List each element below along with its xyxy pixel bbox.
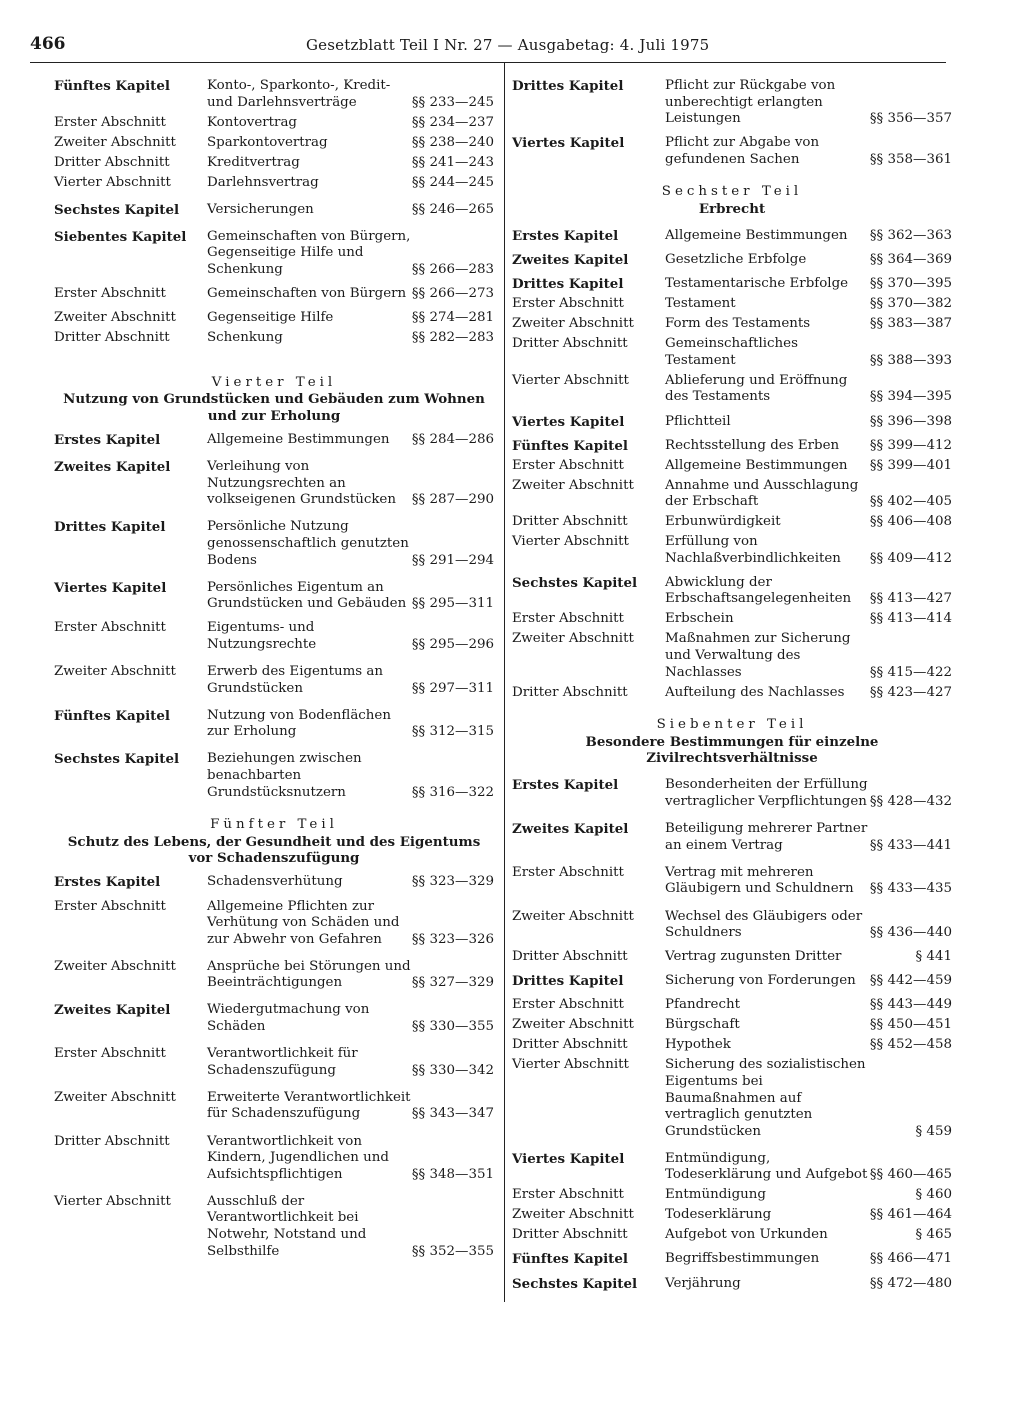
section-label: Zweiter Abschnitt [512, 631, 634, 647]
entry-title: Verleihung von Nutzungsrechten an volkseigenen Grundstücken [207, 459, 396, 508]
section-label: Dritter Abschnitt [512, 949, 628, 965]
toc-entry [54, 310, 494, 327]
paragraph-range: §§ 413—414 [869, 611, 952, 627]
toc-entry [54, 175, 494, 192]
chapter-label: Viertes Kapitel [512, 135, 625, 152]
toc-entry [512, 949, 952, 966]
chapter-label: Zweites Kapitel [54, 1002, 171, 1019]
toc-entry [512, 316, 952, 333]
entry-title: Ansprüche bei Störungen und Beeinträchtigungen [207, 958, 411, 991]
toc-entry [54, 115, 494, 132]
entry-title: Beziehungen zwischen benachbarten Grundstücksnutzern [207, 751, 362, 800]
entry-title: Allgemeine Bestimmungen [665, 457, 848, 473]
chapter-label: Fünftes Kapitel [512, 1251, 628, 1268]
entry-title: Vertrag mit mehreren Gläubigern und Schuldnern [665, 864, 854, 897]
paragraph-range: § 459 [915, 1123, 952, 1139]
entry-title: Pfandrecht [665, 997, 740, 1013]
section-label: Erster Abschnitt [512, 997, 624, 1013]
section-label: Erster Abschnitt [512, 296, 624, 312]
paragraph-range: §§ 323—326 [411, 931, 494, 947]
entry-title: Kreditvertrag [207, 154, 300, 170]
paragraph-range: §§ 370—395 [869, 276, 952, 292]
toc-entry [512, 909, 952, 942]
toc-entry [54, 155, 494, 172]
part-heading [54, 375, 494, 425]
entry-title: Erbunwürdigkeit [665, 514, 781, 530]
paragraph-range: §§ 394—395 [869, 389, 952, 405]
entry-title: Nutzung von Bodenflächen zur Erholung [207, 707, 391, 740]
section-label: Dritter Abschnitt [54, 330, 170, 346]
section-label: Zweiter Abschnitt [512, 1207, 634, 1223]
paragraph-range: §§ 388—393 [869, 352, 952, 368]
chapter-label: Sechstes Kapitel [54, 751, 180, 768]
paragraph-range: §§ 282—283 [411, 330, 494, 346]
paragraph-range: §§ 436—440 [869, 925, 952, 941]
paragraph-range: §§ 266—273 [411, 286, 494, 301]
paragraph-range: §§ 343—347 [411, 1106, 494, 1122]
paragraph-range: §§ 443—449 [869, 997, 952, 1013]
chapter-label: Drittes Kapitel [512, 78, 624, 94]
toc-entry [54, 751, 494, 801]
entry-title: Schadensverhütung [207, 874, 343, 890]
entry-title: Pflichtteil [665, 413, 731, 429]
paragraph-range: §§ 312—315 [411, 724, 494, 740]
entry-title: Ablieferung und Eröffnung des Testaments [665, 372, 848, 405]
chapter-label: Sechstes Kapitel [512, 1275, 638, 1292]
toc-entry [512, 1151, 952, 1184]
section-label: Erster Abschnitt [54, 114, 166, 130]
paragraph-range: §§ 234—237 [411, 114, 494, 130]
part-title: Sechster Teil [661, 184, 803, 200]
section-label: Dritter Abschnitt [54, 154, 170, 170]
paragraph-range: §§ 415—422 [869, 664, 952, 680]
entry-title: Versicherungen [207, 201, 314, 217]
entry-title: Konto-, Sparkonto-, Kredit- und Darlehnsverträge [207, 78, 391, 110]
section-label: Dritter Abschnitt [512, 336, 628, 352]
entry-title: Gemeinschaften von Bürgern, Gegenseitige Hilfe und Schenkung [207, 228, 411, 277]
toc-entry [512, 1037, 952, 1054]
chapter-label: Zweites Kapitel [54, 459, 171, 476]
paragraph-range: §§ 362—363 [869, 228, 952, 244]
section-label: Vierter Abschnitt [512, 372, 629, 388]
toc-entry [512, 1187, 952, 1204]
chapter-label: Viertes Kapitel [512, 1150, 625, 1167]
entry-title: Besonderheiten der Erfüllung vertraglicher Verpflichtungen [665, 777, 868, 810]
paragraph-range: §§ 472—480 [869, 1275, 952, 1291]
toc-entry [54, 135, 494, 152]
part-title: Fünfter Teil [210, 817, 338, 833]
entry-title: Gemeinschaften von Bürgern [207, 286, 407, 301]
section-label: Erster Abschnitt [54, 286, 166, 301]
page-number: 466 [30, 34, 66, 54]
paragraph-range: §§ 383—387 [869, 316, 952, 332]
entry-title: Eigentums- und Nutzungsrechte [207, 620, 317, 652]
entry-title: Gesetzliche Erbfolge [665, 252, 807, 268]
entry-title: Maßnahmen zur Sicherung und Verwaltung des Nachlasses [665, 631, 851, 680]
toc-entry [512, 1057, 952, 1140]
entry-title: Pflicht zur Abgabe von gefundenen Sachen [665, 135, 820, 167]
paragraph-range: §§ 452—458 [869, 1037, 952, 1053]
toc-entry [54, 899, 494, 949]
part-title: Vierter Teil [211, 374, 337, 390]
paragraph-range: §§ 460—465 [869, 1167, 952, 1183]
chapter-label: Drittes Kapitel [512, 973, 624, 990]
paragraph-range: § 465 [915, 1227, 952, 1243]
toc-entry [54, 874, 494, 891]
paragraph-range: § 460 [915, 1187, 952, 1203]
left-column [54, 78, 494, 1260]
chapter-label: Zweites Kapitel [512, 252, 629, 269]
paragraph-range: §§ 370—382 [869, 296, 952, 312]
section-label: Dritter Abschnitt [512, 1227, 628, 1243]
toc-entry [54, 286, 494, 303]
part-subtitle: Besondere Bestimmungen für einzelne Zivilrechtsverhältnisse [585, 733, 879, 767]
page-header-title: Gesetzblatt Teil I Nr. 27 — Ausgabetag: 4. Juli 1975 [306, 36, 710, 54]
section-label: Erster Abschnitt [512, 864, 624, 880]
paragraph-range: § 441 [915, 949, 952, 965]
toc-entry [512, 1276, 952, 1293]
entry-title: Verjährung [665, 1275, 741, 1291]
section-label: Zweiter Abschnitt [54, 958, 176, 974]
toc-entry [54, 1046, 494, 1079]
paragraph-range: §§ 352—355 [411, 1243, 494, 1259]
paragraph-range: §§ 295—296 [411, 636, 494, 652]
entry-title: Aufteilung des Nachlasses [665, 684, 845, 700]
chapter-label: Erstes Kapitel [512, 777, 619, 794]
section-label: Erster Abschnitt [54, 1046, 166, 1062]
paragraph-range: §§ 348—351 [411, 1166, 494, 1182]
toc-entry [512, 135, 952, 168]
entry-title: Erwerb des Eigentums an Grundstücken [207, 663, 384, 696]
paragraph-range: §§ 433—435 [869, 881, 952, 897]
chapter-label: Siebentes Kapitel [54, 228, 187, 245]
paragraph-range: §§ 274—281 [411, 310, 494, 326]
section-label: Dritter Abschnitt [512, 684, 628, 700]
toc-entry [54, 580, 494, 613]
entry-title: Testament [665, 296, 736, 312]
part-heading [512, 717, 952, 767]
paragraph-range: §§ 461—464 [869, 1207, 952, 1223]
paragraph-range: §§ 402—405 [869, 494, 952, 510]
paragraph-range: §§ 244—245 [411, 174, 494, 190]
entry-title: Annahme und Ausschlagung der Erbschaft [665, 477, 859, 510]
paragraph-range: §§ 406—408 [869, 514, 952, 530]
paragraph-range: §§ 409—412 [869, 550, 952, 566]
entry-title: Ausschluß der Verantwortlichkeit bei Notwehr, Notstand und Selbsthilfe [207, 1193, 367, 1259]
entry-title: Persönliches Eigentum an Grundstücken und Gebäuden [207, 579, 407, 612]
toc-entry [512, 78, 952, 128]
chapter-label: Erstes Kapitel [54, 874, 161, 891]
section-label: Erster Abschnitt [54, 898, 166, 914]
entry-title: Kontovertrag [207, 114, 298, 130]
toc-entry [512, 534, 952, 567]
paragraph-range: §§ 233—245 [411, 94, 494, 110]
paragraph-range: §§ 396—398 [869, 413, 952, 429]
chapter-label: Viertes Kapitel [512, 413, 625, 430]
section-label: Erster Abschnitt [54, 620, 166, 636]
paragraph-range: §§ 246—265 [411, 201, 494, 217]
entry-title: Sicherung des sozialistischen Eigentums bei Baumaßnahmen auf vertraglich genutzten Grundstücken [665, 1057, 866, 1139]
section-label: Vierter Abschnitt [54, 1193, 171, 1209]
part-subtitle: Nutzung von Grundstücken und Gebäuden zum Wohnen und zur Erholung [63, 391, 485, 424]
entry-title: Form des Testaments [665, 316, 811, 332]
chapter-label: Fünftes Kapitel [54, 78, 170, 94]
paragraph-range: §§ 266—283 [411, 261, 494, 277]
toc-entry [54, 1090, 494, 1123]
entry-title: Schenkung [207, 330, 283, 346]
page-header [30, 28, 946, 63]
entry-title: Todeserklärung [665, 1207, 772, 1223]
chapter-label: Sechstes Kapitel [512, 574, 638, 591]
toc-entry [512, 685, 952, 702]
entry-title: Wechsel des Gläubigers oder Schuldners [665, 908, 863, 941]
entry-title: Abwicklung der Erbschaftsangelegenheiten [665, 574, 852, 607]
part-heading [54, 817, 494, 867]
paragraph-range: §§ 433—441 [869, 837, 952, 853]
toc-entry [54, 1194, 494, 1260]
entry-title: Sicherung von Forderungen [665, 973, 856, 989]
entry-title: Erweiterte Verantwortlichkeit für Schadenszufügung [207, 1089, 411, 1122]
paragraph-range: §§ 323—329 [411, 874, 494, 890]
entry-title: Sparkontovertrag [207, 134, 328, 150]
entry-title: Bürgschaft [665, 1017, 740, 1033]
paragraph-range: §§ 241—243 [411, 154, 494, 170]
toc-entry [54, 229, 494, 279]
entry-title: Entmündigung, Todeserklärung und Aufgebot [665, 1150, 868, 1183]
section-label: Erster Abschnitt [512, 1187, 624, 1203]
section-label: Zweiter Abschnitt [54, 1089, 176, 1105]
paragraph-range: §§ 450—451 [869, 1017, 952, 1033]
toc-entry [512, 438, 952, 455]
paragraph-range: §§ 466—471 [869, 1251, 952, 1267]
toc-entry [512, 973, 952, 990]
paragraph-range: §§ 295—311 [411, 596, 494, 612]
part-subtitle: Schutz des Lebens, der Gesundheit und des Eigentums vor Schadenszufügung [67, 833, 481, 867]
paragraph-range: §§ 297—311 [411, 680, 494, 696]
entry-title: Darlehnsvertrag [207, 174, 319, 190]
paragraph-range: §§ 428—432 [869, 794, 952, 810]
section-label: Vierter Abschnitt [512, 534, 629, 550]
toc-entry [512, 1251, 952, 1268]
chapter-label: Drittes Kapitel [512, 276, 624, 293]
toc-entry [512, 373, 952, 406]
paragraph-range: §§ 287—290 [411, 492, 494, 508]
paragraph-range: §§ 291—294 [411, 552, 494, 568]
toc-entry [512, 514, 952, 531]
toc-entry [54, 1134, 494, 1184]
chapter-label: Erstes Kapitel [54, 431, 161, 448]
entry-title: Hypothek [665, 1037, 731, 1053]
entry-title: Verantwortlichkeit von Kindern, Jugendlichen und Aufsichtspflichtigen [207, 1133, 389, 1182]
section-label: Zweiter Abschnitt [512, 316, 634, 332]
toc-entry [512, 296, 952, 313]
paragraph-range: §§ 358—361 [869, 151, 952, 167]
entry-title: Erbschein [665, 611, 734, 627]
section-label: Zweiter Abschnitt [512, 477, 634, 493]
toc-entry [54, 330, 494, 347]
column-divider [504, 62, 505, 1302]
section-label: Zweiter Abschnitt [54, 134, 176, 150]
section-label: Zweiter Abschnitt [512, 1017, 634, 1033]
paragraph-range: §§ 364—369 [869, 252, 952, 268]
section-label: Erster Abschnitt [512, 457, 624, 473]
entry-title: Erfüllung von Nachlaßverbindlichkeiten [665, 534, 841, 566]
entry-title: Pflicht zur Rückgabe von unberechtigt erlangten Leistungen [665, 78, 836, 127]
toc-entry [54, 664, 494, 697]
chapter-label: Erstes Kapitel [512, 228, 619, 245]
section-label: Vierter Abschnitt [512, 1057, 629, 1073]
paragraph-range: §§ 316—322 [411, 784, 494, 800]
chapter-label: Zweites Kapitel [512, 821, 629, 838]
paragraph-range: §§ 330—355 [411, 1019, 494, 1035]
paragraph-range: §§ 423—427 [869, 684, 952, 700]
paragraph-range: §§ 238—240 [411, 134, 494, 150]
toc-entry [512, 458, 952, 475]
section-label: Vierter Abschnitt [54, 174, 171, 190]
paragraph-range: §§ 356—357 [869, 111, 952, 127]
toc-entry [54, 519, 494, 569]
section-label: Zweiter Abschnitt [54, 663, 176, 679]
entry-title: Allgemeine Bestimmungen [665, 228, 848, 244]
chapter-label: Fünftes Kapitel [512, 437, 628, 454]
paragraph-range: §§ 284—286 [411, 431, 494, 447]
paragraph-range: §§ 413—427 [869, 591, 952, 607]
entry-title: Vertrag zugunsten Dritter [665, 949, 842, 965]
toc-entry [512, 1207, 952, 1224]
entry-title: Allgemeine Bestimmungen [207, 431, 390, 447]
entry-title: Aufgebot von Urkunden [665, 1227, 828, 1243]
section-label: Zweiter Abschnitt [512, 908, 634, 924]
toc-entry [512, 865, 952, 898]
toc-entry [512, 478, 952, 511]
toc-entry [512, 575, 952, 608]
toc-entry [54, 432, 494, 449]
toc-entry [512, 777, 952, 810]
toc-entry [54, 459, 494, 509]
toc-entry [512, 611, 952, 628]
toc-entry [54, 78, 494, 111]
paragraph-range: §§ 399—412 [869, 437, 952, 453]
toc-entry [54, 708, 494, 741]
right-column [512, 78, 952, 1292]
chapter-label: Fünftes Kapitel [54, 707, 170, 724]
toc-entry [54, 1002, 494, 1035]
toc-entry [512, 1017, 952, 1034]
section-label: Dritter Abschnitt [512, 1037, 628, 1053]
toc-entry [54, 620, 494, 653]
paragraph-range: §§ 330—342 [411, 1062, 494, 1078]
toc-entry [54, 202, 494, 219]
section-label: Erster Abschnitt [512, 611, 624, 627]
paragraph-range: §§ 442—459 [869, 973, 952, 989]
part-title: Siebenter Teil [656, 717, 808, 733]
entry-title: Gegenseitige Hilfe [207, 310, 334, 326]
section-label: Dritter Abschnitt [512, 514, 628, 530]
toc-entry [512, 252, 952, 269]
entry-title: Allgemeine Pflichten zur Verhütung von Schäden und zur Abwehr von Gefahren [207, 898, 400, 947]
chapter-label: Sechstes Kapitel [54, 201, 180, 218]
entry-title: Begriffsbestimmungen [665, 1251, 820, 1267]
entry-title: Beteiligung mehrerer Partner an einem Vertrag [665, 821, 868, 853]
toc-entry [512, 997, 952, 1014]
chapter-label: Viertes Kapitel [54, 579, 167, 596]
toc-entry [512, 336, 952, 369]
toc-entry [512, 414, 952, 431]
toc-entry [512, 276, 952, 293]
paragraph-range: §§ 399—401 [869, 457, 952, 473]
entry-title: Testamentarische Erbfolge [665, 276, 849, 292]
section-label: Zweiter Abschnitt [54, 310, 176, 326]
toc-entry [512, 1227, 952, 1244]
entry-title: Rechtsstellung des Erben [665, 437, 840, 453]
entry-title: Persönliche Nutzung genossenschaftlich genutzten Bodens [207, 519, 409, 568]
toc-entry [512, 821, 952, 854]
entry-title: Entmündigung [665, 1187, 766, 1203]
part-subtitle: Erbrecht [698, 201, 766, 218]
part-heading [512, 184, 952, 217]
entry-title: Verantwortlichkeit für Schadenszufügung [207, 1046, 358, 1078]
paragraph-range: §§ 327—329 [411, 975, 494, 991]
entry-title: Gemeinschaftliches Testament [665, 336, 798, 368]
toc-entry [54, 959, 494, 992]
section-label: Dritter Abschnitt [54, 1133, 170, 1149]
chapter-label: Drittes Kapitel [54, 519, 166, 536]
toc-entry [512, 228, 952, 245]
entry-title: Wiedergutmachung von Schäden [207, 1002, 370, 1035]
toc-entry [512, 631, 952, 681]
